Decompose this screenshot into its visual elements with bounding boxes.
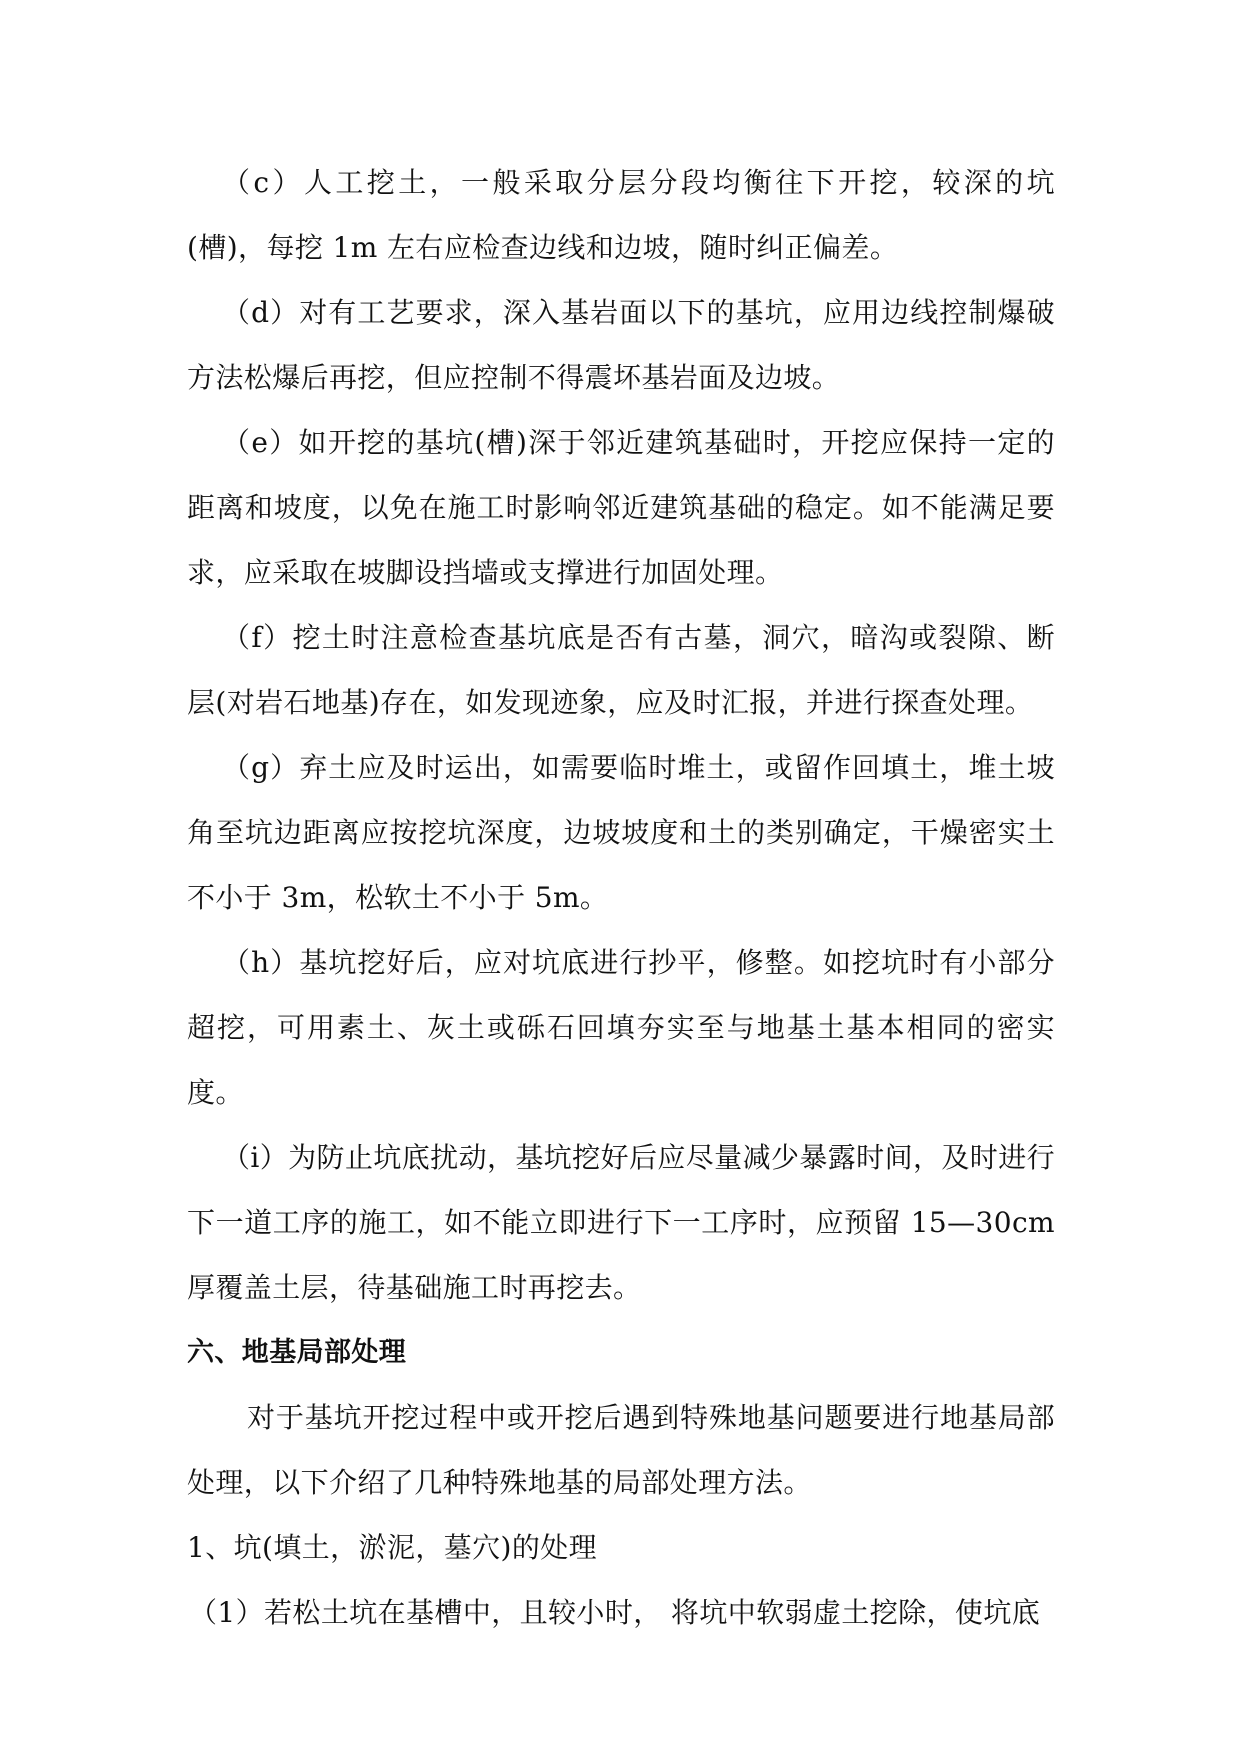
intro-paragraph: 对于基坑开挖过程中或开挖后遇到特殊地基问题要进行地基局部处理，以下介绍了几种特殊地基的局部处理方法。: [187, 1401, 1055, 1499]
paragraph-i: （i）为防止坑底扰动，基坑挖好后应尽量减少暴露时间，及时进行下一道工序的施工，如不能立即进行下一工序时，应预留 15—30cm 厚覆盖土层，待基础施工时再挖去。: [187, 1141, 1055, 1304]
paragraph-c: （c）人工挖土，一般采取分层分段均衡往下开挖，较深的坑(槽)，每挖 1m 左右应检查边线和边坡，随时纠正偏差。: [187, 166, 1055, 264]
paragraph-g: （g）弃土应及时运出，如需要临时堆土，或留作回填土，堆土坡角至坑边距离应按挖坑深度，边坡坡度和土的类别确定，干燥密实土不小于 3m，松软土不小于 5m。: [187, 751, 1055, 914]
paragraph-h: （h）基坑挖好后，应对坑底进行抄平，修整。如挖坑时有小部分超挖，可用素土、灰土或砾石回填夯实至与地基土基本相同的密实度。: [187, 946, 1055, 1109]
subheading: 1、坑(填土，淤泥，墓穴)的处理: [187, 1531, 598, 1564]
paragraph-f: （f）挖土时注意检查基坑底是否有古墓，洞穴，暗沟或裂隙、断层(对岩石地基)存在，如发现迹象，应及时汇报，并进行探查处理。: [187, 621, 1055, 719]
list-item-1: （1）若松土坑在基槽中，且较小时， 将坑中软弱虚土挖除，使坑底: [189, 1596, 1041, 1629]
section-heading: 六、地基局部处理: [187, 1337, 407, 1368]
document-body: [187, 150, 1055, 1645]
paragraph-e: （e）如开挖的基坑(槽)深于邻近建筑基础时，开挖应保持一定的距离和坡度，以免在施工时影响邻近建筑基础的稳定。如不能满足要求，应采取在坡脚设挡墙或支撑进行加固处理。: [187, 426, 1055, 589]
paragraph-d: （d）对有工艺要求，深入基岩面以下的基坑，应用边线控制爆破方法松爆后再挖，但应控制不得震坏基岩面及边坡。: [187, 296, 1055, 394]
